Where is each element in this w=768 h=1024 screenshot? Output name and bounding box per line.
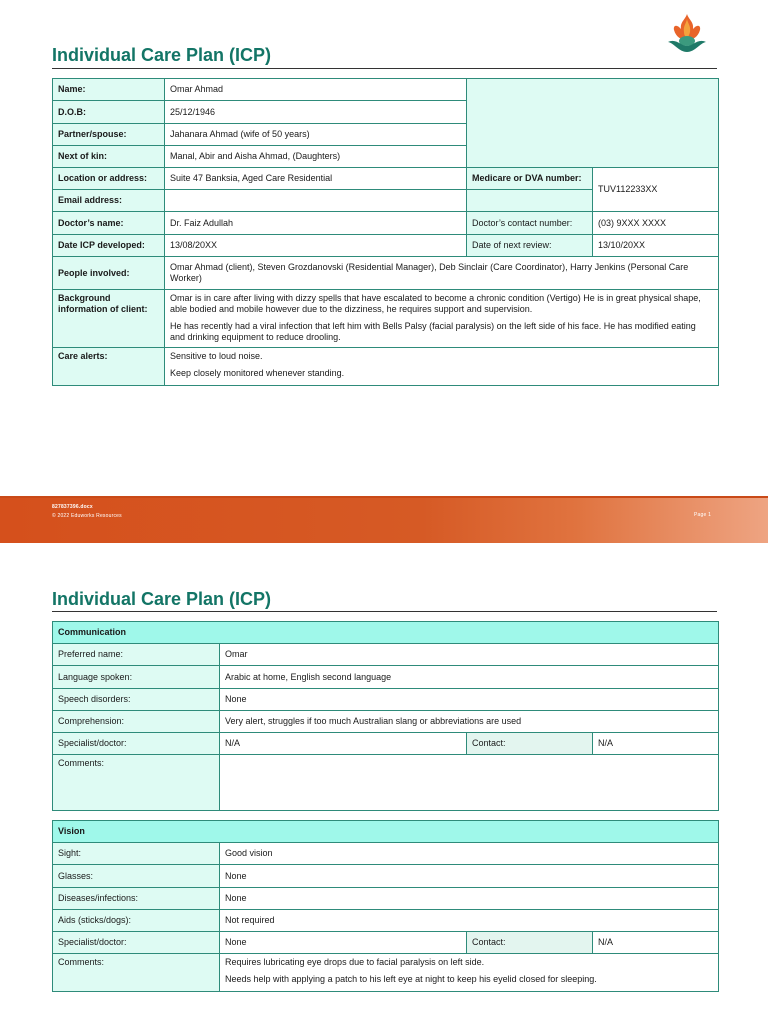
email-label: Email address: — [53, 190, 165, 212]
footer-divider — [0, 496, 768, 498]
comm-contact-value: N/A — [593, 733, 719, 755]
page-title: Individual Care Plan (ICP) — [52, 45, 272, 65]
comm-comments-value — [220, 755, 719, 811]
alert-item: Sensitive to loud noise. — [170, 351, 263, 361]
comm-contact-label: Contact: — [467, 733, 593, 755]
vision-heading: Vision — [53, 821, 719, 843]
vision-comments-label: Comments: — [53, 954, 220, 992]
comprehension-value: Very alert, struggles if too much Australian slang or abbreviations are used — [220, 711, 719, 733]
page-footer — [0, 496, 768, 543]
footer-page-number: Page 1 — [694, 512, 712, 518]
partner-label: Partner/spouse: — [53, 124, 165, 146]
review-date-value: 13/10/20XX — [593, 235, 719, 257]
glasses-value: None — [220, 865, 719, 888]
page-title-2: Individual Care Plan (ICP) — [52, 589, 272, 609]
dob-label: D.O.B: — [53, 101, 165, 124]
alerts-value — [165, 348, 719, 386]
preferred-name-label: Preferred name: — [53, 644, 220, 666]
diseases-value: None — [220, 888, 719, 910]
doctor-contact-label: Doctor’s contact number: — [467, 212, 593, 235]
vision-contact-value: N/A — [593, 932, 719, 954]
blank-info-cell — [467, 79, 719, 168]
diseases-label: Diseases/infections: — [53, 888, 220, 910]
comm-comments-label: Comments: — [53, 755, 220, 811]
sight-value: Good vision — [220, 843, 719, 865]
vision-contact-label: Contact: — [467, 932, 593, 954]
comm-specialist-label: Specialist/doctor: — [53, 733, 220, 755]
name-label: Name: — [53, 79, 165, 101]
doctor-value: Dr. Faiz Adullah — [165, 212, 467, 235]
dob-value: 25/12/1946 — [165, 101, 467, 124]
location-label: Location or address: — [53, 168, 165, 190]
comprehension-label: Comprehension: — [53, 711, 220, 733]
communication-heading: Communication — [53, 622, 719, 644]
review-date-label: Date of next review: — [467, 235, 593, 257]
speech-value: None — [220, 689, 719, 711]
alert-item: Keep closely monitored whenever standing. — [170, 368, 345, 378]
preferred-name-value: Omar — [220, 644, 719, 666]
aids-value: Not required — [220, 910, 719, 932]
doctor-contact-value: (03) 9XXX XXXX — [593, 212, 719, 235]
language-value: Arabic at home, English second language — [220, 666, 719, 689]
vision-comment-line: Requires lubricating eye drops due to facial paralysis on left side. — [225, 957, 485, 967]
footer-filename: 827837396.docx — [52, 504, 93, 510]
organisation-logo — [664, 10, 710, 56]
background-paragraph: He has recently had a viral infection that left him with Bells Palsy (facial paralysis) on the left side of his face. He has modified eating and drinking equipment to reduce drooling. — [170, 321, 696, 342]
background-label: Background information of client: — [53, 290, 165, 348]
medicare-label-spacer — [467, 190, 593, 212]
vision-comments-value — [220, 954, 719, 992]
communication-table — [52, 621, 719, 811]
glasses-label: Glasses: — [53, 865, 220, 888]
speech-label: Speech disorders: — [53, 689, 220, 711]
location-value: Suite 47 Banksia, Aged Care Residential — [165, 168, 467, 190]
kin-value: Manal, Abir and Aisha Ahmad, (Daughters) — [165, 146, 467, 168]
people-value: Omar Ahmad (client), Steven Grozdanovski (Residential Manager), Deb Sinclair (Care Coordinator), Harry Jenkins (Personal Care Worker) — [165, 257, 719, 290]
alerts-label: Care alerts: — [53, 348, 165, 386]
client-details-table — [52, 78, 719, 386]
sight-label: Sight: — [53, 843, 220, 865]
icp-date-label: Date ICP developed: — [53, 235, 165, 257]
language-label: Language spoken: — [53, 666, 220, 689]
people-label: People involved: — [53, 257, 165, 290]
name-value: Omar Ahmad — [165, 79, 467, 101]
email-value — [165, 190, 467, 212]
kin-label: Next of kin: — [53, 146, 165, 168]
title-rule-2 — [52, 611, 717, 612]
footer-copyright: © 2022 Eduworks Resources — [52, 513, 122, 519]
vision-comment-line: Needs help with applying a patch to his left eye at night to keep his eyelid closed for sleeping. — [225, 974, 597, 984]
doctor-label: Doctor’s name: — [53, 212, 165, 235]
medicare-value: TUV112233XX — [593, 168, 719, 212]
medicare-label: Medicare or DVA number: — [467, 168, 593, 190]
vision-specialist-value: None — [220, 932, 467, 954]
icp-date-value: 13/08/20XX — [165, 235, 467, 257]
comm-specialist-value: N/A — [220, 733, 467, 755]
background-paragraph: Omar is in care after living with dizzy spells that have escalated to become a chronic condition (Vertigo) He is in great physical shape, able bodied and mobile however due to the dizziness, he requires support and supervision. — [170, 293, 701, 314]
title-rule — [52, 68, 717, 69]
vision-table — [52, 820, 719, 992]
aids-label: Aids (sticks/dogs): — [53, 910, 220, 932]
vision-specialist-label: Specialist/doctor: — [53, 932, 220, 954]
partner-value: Jahanara Ahmad (wife of 50 years) — [165, 124, 467, 146]
background-value — [165, 290, 719, 348]
